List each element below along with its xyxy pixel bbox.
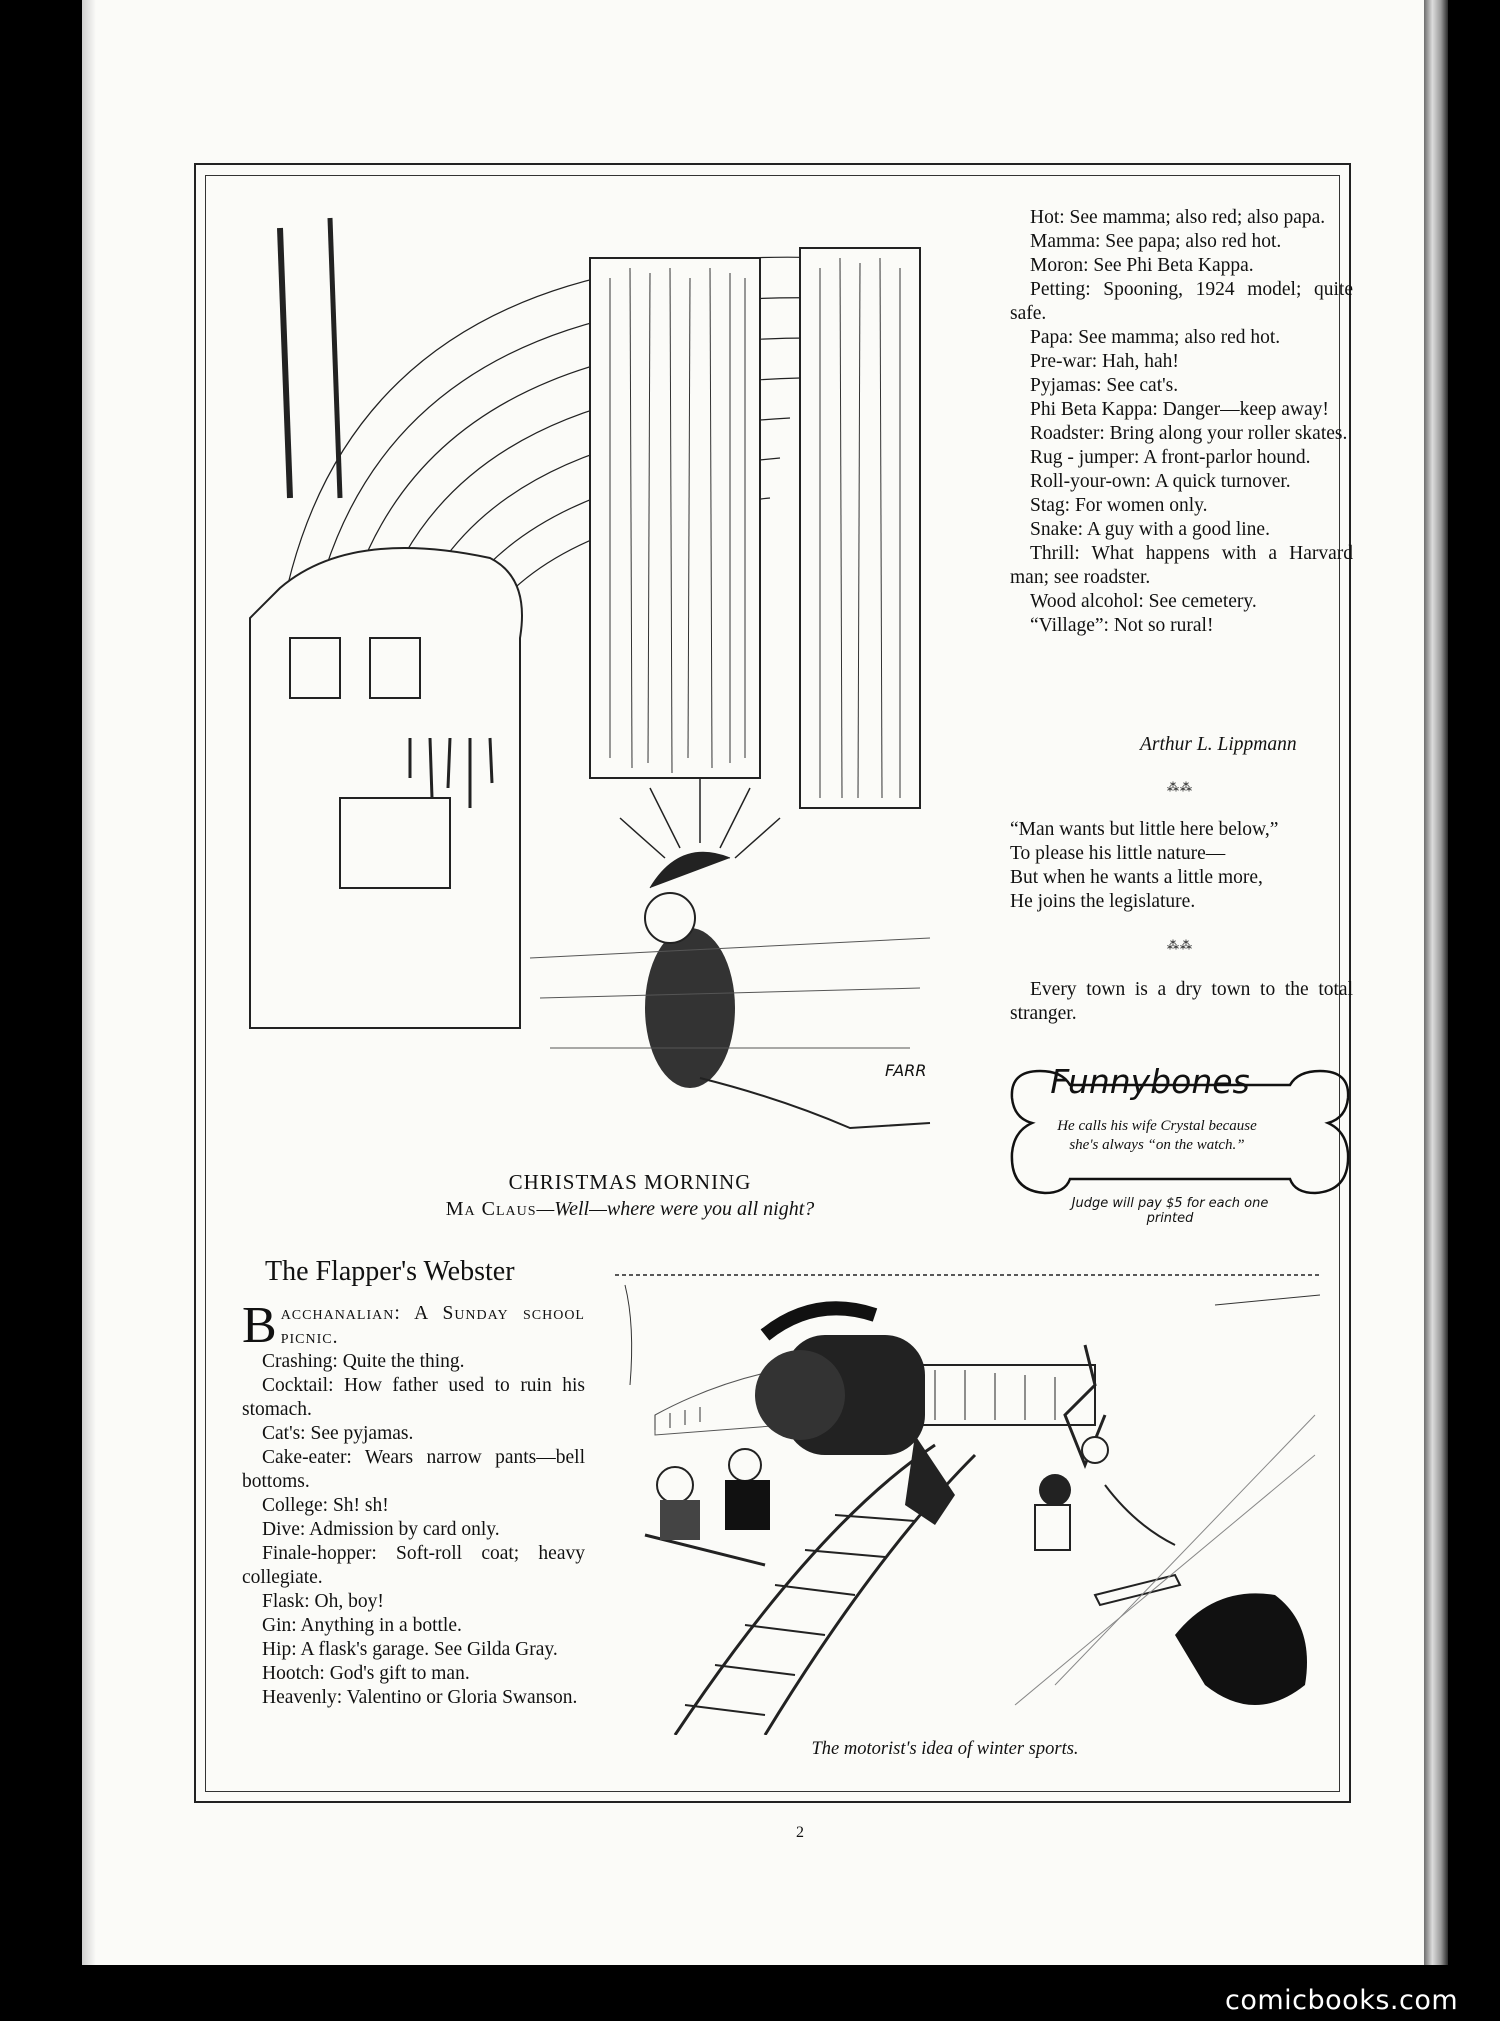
page-number: 2 (796, 1824, 804, 1841)
drop-cap: B (242, 1297, 277, 1354)
webster-title: The Flapper's Webster (265, 1256, 515, 1287)
attribution: Arthur L. Lippmann (1140, 734, 1297, 755)
winter-sports-illustration (615, 1265, 1320, 1735)
section-dingbat: ⁂⁂ (1167, 780, 1193, 794)
artist-signature: FARR (885, 1061, 927, 1080)
section-dingbat: ⁂⁂ (1167, 938, 1193, 952)
definition-entry: Pyjamas: See cat's. (1030, 375, 1179, 396)
definition-entry: Rug - jumper: A front-parlor hound. (1030, 447, 1311, 468)
poem-line: “Man wants but little here below,” (1010, 819, 1279, 840)
definition-entry: Wood alcohol: See cemetery. (1030, 591, 1257, 612)
webster-entry: Cat's: See pyjamas. (262, 1423, 414, 1444)
page-gutter-shadow (82, 0, 96, 1965)
webster-first-entry (242, 1297, 585, 1354)
webster-entry: College: Sh! sh! (262, 1495, 389, 1516)
webster-entry: Cocktail: How father used to ruin his stomach. (242, 1375, 585, 1420)
webster-entry-list (242, 1350, 585, 1710)
funnybones-joke-line-2: she's always “on the watch.” (1069, 1137, 1245, 1153)
webster-entry: Hip: A flask's garage. See Gilda Gray. (262, 1639, 558, 1660)
definition-entry: Thrill: What happens with a Harvard man; see roadster. (1010, 543, 1353, 588)
definition-entry: Papa: See mamma; also red hot. (1030, 327, 1281, 348)
christmas-caption-line (380, 1198, 880, 1221)
webster-entry: Heavenly: Valentino or Gloria Swanson. (262, 1687, 578, 1708)
funnybones-joke (1032, 1117, 1282, 1155)
poem-line: But when he wants a little more, (1010, 867, 1263, 888)
poem (1010, 818, 1353, 914)
caption-dialogue: —Well—where were you all night? (536, 1198, 815, 1220)
webster-entry: Gin: Anything in a bottle. (262, 1615, 462, 1636)
funnybones-footer: Judge will pay $5 for each one printed (1071, 1196, 1269, 1226)
christmas-caption-title: CHRISTMAS MORNING (508, 1170, 752, 1194)
definition-entry: Petting: Spooning, 1924 model; quite safe. (1010, 279, 1353, 324)
definition-entry: Roll-your-own: A quick turnover. (1030, 471, 1291, 492)
first-entry-text: acchanalian: A Sunday school picnic. (280, 1303, 585, 1348)
definition-entry: Phi Beta Kappa: Danger—keep away! (1030, 399, 1329, 420)
right-column-definitions (1010, 206, 1353, 638)
poem-line: To please his little nature— (1010, 843, 1226, 864)
webster-entry: Hootch: God's gift to man. (262, 1663, 470, 1684)
definition-entry: Mamma: See papa; also red hot. (1030, 231, 1282, 252)
definition-entry: Stag: For women only. (1030, 495, 1208, 516)
definition-entry: Roadster: Bring along your roller skates. (1030, 423, 1348, 444)
definition-entry: Hot: See mamma; also red; also papa. (1030, 207, 1326, 228)
book-spine (1424, 0, 1448, 1965)
definition-entry: “Village”: Not so rural! (1030, 615, 1214, 636)
webster-entry: Flask: Oh, boy! (262, 1591, 384, 1612)
definition-entry: Snake: A guy with a good line. (1030, 519, 1270, 540)
watermark: comicbooks.com (1225, 1985, 1459, 2016)
dry-town-quip: Every town is a dry town to the total stranger. (1010, 979, 1353, 1024)
caption-speaker: Ma Claus (445, 1198, 537, 1220)
poem-line: He joins the legislature. (1010, 891, 1196, 912)
webster-entry: Dive: Admission by card only. (262, 1519, 500, 1540)
funnybones-title: Funnybones (1050, 1062, 1250, 1101)
definition-entry: Pre-war: Hah, hah! (1030, 351, 1179, 372)
webster-definitions (242, 1297, 585, 1710)
motorist-caption: The motorist's idea of winter sports. (811, 1739, 1079, 1759)
webster-entry: Crashing: Quite the thing. (262, 1351, 465, 1372)
webster-entry: Cake-eater: Wears narrow pants—bell bottoms. (242, 1447, 585, 1492)
christmas-morning-illustration (230, 198, 960, 1158)
funnybones-joke-line-1: He calls his wife Crystal because (1057, 1118, 1257, 1134)
webster-entry: Finale-hopper: Soft-roll coat; heavy collegiate. (242, 1543, 585, 1588)
definition-entry: Moron: See Phi Beta Kappa. (1030, 255, 1254, 276)
